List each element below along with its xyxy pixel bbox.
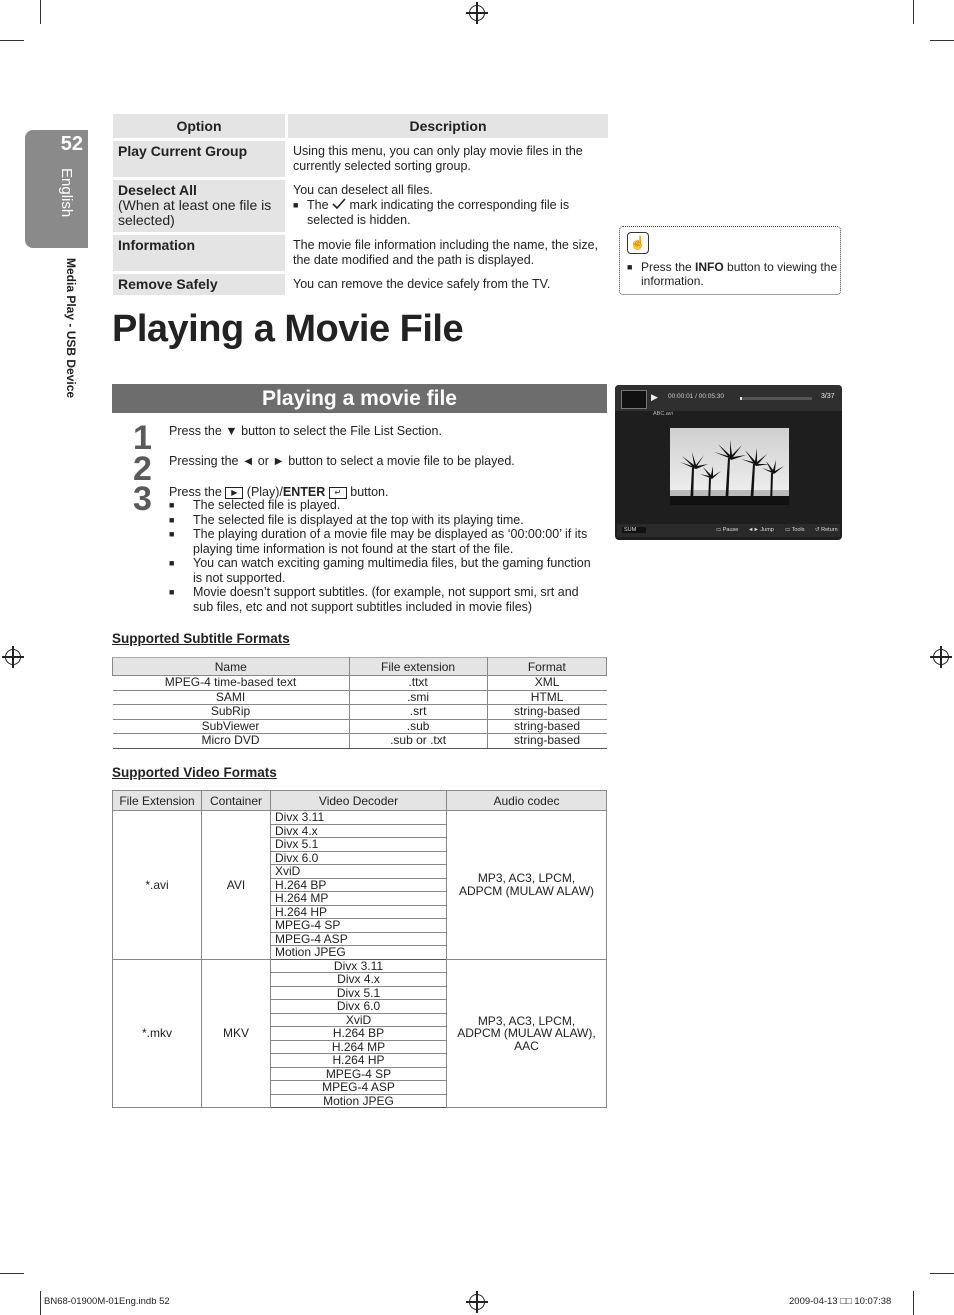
table-cell: string-based: [487, 734, 606, 749]
crop-mark: [930, 40, 954, 41]
table-row: [113, 734, 607, 749]
step-number: 3: [133, 480, 152, 518]
crop-mark: [40, 0, 41, 24]
video-decoder-cell: H.264 MP: [271, 892, 447, 906]
list-item: ■ You can watch exciting gaming multimedia files, but the gaming function is not supported.: [169, 556, 599, 585]
device-logo-icon: [621, 390, 647, 409]
footer-file-info: BN68-01900M-01Eng.indb 52: [44, 1296, 170, 1307]
table-header-row: [113, 658, 607, 676]
video-decoder-cell: H.264 BP: [271, 878, 447, 892]
column-header: Container: [202, 791, 271, 811]
column-header: Option: [113, 114, 287, 140]
hint-label: Jump: [760, 527, 774, 533]
video-decoder-cell: MPEG-4 SP: [271, 919, 447, 933]
note-info-key: INFO: [695, 260, 724, 274]
crop-mark: [913, 0, 914, 24]
step-text-post: button.: [350, 485, 389, 499]
crop-mark: [930, 1273, 954, 1274]
table-cell: SubViewer: [113, 719, 350, 734]
step-text: Press the ▼ button to select the File List Section.: [169, 424, 442, 438]
option-subtitle: (When at least one file is selected): [118, 197, 272, 228]
subtitle-formats-table: [112, 657, 607, 749]
video-decoder-cell: Divx 4.x: [271, 973, 447, 987]
video-decoder-cell: MPEG-4 ASP: [271, 1081, 447, 1095]
container-cell: MKV: [202, 959, 271, 1108]
screen-file-count: 3/37: [821, 393, 835, 400]
video-decoder-cell: MPEG-4 ASP: [271, 932, 447, 946]
video-decoder-cell: Divx 5.1: [271, 986, 447, 1000]
play-icon: ▶: [225, 487, 243, 499]
side-section-label: Media Play - USB Device: [64, 258, 78, 399]
table-row: [113, 690, 607, 705]
option-name: Remove Safely: [113, 273, 287, 297]
palm-tree-thumbnail: [670, 428, 789, 505]
registration-mark-icon: [469, 1294, 485, 1310]
audio-codec-cell: MP3, AC3, LPCM, ADPCM (MULAW ALAW), AAC: [447, 959, 607, 1108]
table-row: [113, 811, 607, 825]
column-header: Format: [487, 658, 606, 676]
video-decoder-cell: Motion JPEG: [271, 1094, 447, 1108]
video-table-body: [113, 811, 607, 1108]
option-description: The movie file information including the name, the size, the date modified and the path is displayed.: [293, 238, 599, 267]
table-row: [113, 676, 607, 691]
table-row: [113, 234, 608, 273]
crop-mark: [0, 40, 24, 41]
file-extension-cell: *.avi: [113, 811, 202, 960]
hint-label: Return: [821, 527, 838, 533]
table-cell: .sub or .txt: [349, 734, 487, 749]
subtitle-formats-heading: Supported Subtitle Formats: [112, 631, 290, 646]
video-decoder-cell: H.264 MP: [271, 1040, 447, 1054]
video-decoder-cell: H.264 HP: [271, 905, 447, 919]
column-header: File extension: [349, 658, 487, 676]
step-text-mid: (Play)/: [246, 485, 283, 499]
column-header: Name: [113, 658, 350, 676]
video-decoder-cell: Divx 4.x: [271, 824, 447, 838]
option-name: [113, 179, 287, 234]
column-header: Video Decoder: [271, 791, 447, 811]
step3-bullet-list: [169, 498, 599, 614]
list-item: ■ The selected file is displayed at the top with its playing time.: [169, 513, 599, 528]
table-cell: SubRip: [113, 705, 350, 720]
table-row: [113, 705, 607, 720]
side-language-label: English: [58, 168, 75, 218]
bullet-icon: ■: [627, 262, 633, 272]
page-number: 52: [60, 133, 83, 155]
footer-timestamp: 2009-04-13 □□ 10:07:38: [789, 1296, 892, 1307]
bullet-icon: ■: [293, 200, 299, 210]
page-title: Playing a Movie File: [112, 308, 464, 350]
table-cell: SAMI: [113, 690, 350, 705]
step-text: [169, 485, 599, 499]
table-row: [113, 959, 607, 973]
table-cell: MPEG-4 time-based text: [113, 676, 350, 691]
video-formats-heading: Supported Video Formats: [112, 765, 277, 780]
registration-mark-icon: [933, 649, 949, 665]
registration-mark-icon: [5, 649, 21, 665]
screen-progress-bar: [740, 397, 812, 400]
step-number: 1: [133, 419, 152, 457]
screen-filename: ABC.avi: [653, 411, 673, 417]
table-row: [113, 179, 608, 234]
container-cell: AVI: [202, 811, 271, 960]
list-item: ■ Movie doesn’t support subtitles. (for example, not support smi, srt and sub files, etc and not support subtitles included in movie files): [169, 585, 599, 614]
table-header-row: [113, 114, 608, 140]
step-text: Pressing the ◄ or ► button to select a movie file to be played.: [169, 454, 515, 468]
column-header: Audio codec: [447, 791, 607, 811]
audio-codec-cell: MP3, AC3, LPCM, ADPCM (MULAW ALAW): [447, 811, 607, 960]
list-item: ■ The playing duration of a movie file may be displayed as ‘00:00:00’ if its playing time information is not found at the start of the file.: [169, 527, 599, 556]
video-decoder-cell: MPEG-4 SP: [271, 1067, 447, 1081]
video-decoder-cell: H.264 BP: [271, 1027, 447, 1041]
progress-fill: [740, 397, 742, 400]
table-cell: .srt: [349, 705, 487, 720]
video-formats-table: [112, 790, 607, 1108]
option-description: Using this menu, you can only play movie files in the currently selected sorting group.: [293, 144, 583, 173]
pause-hint: ▭ Pause: [716, 527, 739, 533]
section-heading: Playing a movie file: [112, 384, 607, 413]
table-cell: .ttxt: [349, 676, 487, 691]
video-decoder-cell: XviD: [271, 865, 447, 879]
column-header: File Extension: [113, 791, 202, 811]
note-text: [627, 260, 846, 288]
table-row: [113, 273, 608, 297]
enter-key: ENTER: [282, 485, 326, 499]
video-decoder-cell: H.264 HP: [271, 1054, 447, 1068]
table-row: [113, 719, 607, 734]
option-name: Information: [113, 234, 287, 273]
video-decoder-cell: Divx 3.11: [271, 811, 447, 825]
hint-label: Pause: [722, 527, 739, 533]
hint-label: Tools: [791, 527, 805, 533]
table-header-row: [113, 791, 607, 811]
checkmark-icon: [332, 198, 346, 209]
table-cell: Micro DVD: [113, 734, 350, 749]
option-name: Play Current Group: [113, 140, 287, 179]
table-cell: .sub: [349, 719, 487, 734]
note-text-pre: Press the: [641, 260, 696, 274]
option-description: [287, 179, 609, 234]
return-hint: ↺ Return: [815, 527, 838, 533]
screen-device-label: SUM: [622, 527, 646, 533]
option-description: You can remove the device safely from the TV.: [293, 277, 551, 291]
bullet-text: The: [307, 198, 329, 212]
option-title: Deselect All: [118, 182, 197, 198]
enter-icon: ↵: [329, 487, 347, 499]
list-item: ■ The selected file is played.: [169, 498, 599, 513]
crop-mark: [913, 1291, 914, 1315]
play-icon: ▶: [651, 392, 658, 402]
video-decoder-cell: Divx 6.0: [271, 851, 447, 865]
column-header: Description: [287, 114, 609, 140]
step-number: 2: [133, 450, 152, 488]
file-extension-cell: *.mkv: [113, 959, 202, 1108]
video-decoder-cell: Divx 5.1: [271, 838, 447, 852]
hand-pointer-icon: ☝: [627, 232, 649, 254]
description-bullet: [293, 198, 603, 228]
description-text: You can deselect all files.: [293, 183, 433, 197]
crop-mark: [40, 1291, 41, 1315]
tools-hint: ▭ Tools: [785, 527, 805, 533]
video-decoder-cell: Motion JPEG: [271, 946, 447, 960]
video-decoder-cell: Divx 6.0: [271, 1000, 447, 1014]
table-cell: HTML: [487, 690, 606, 705]
table-cell: .smi: [349, 690, 487, 705]
table-row: [113, 140, 608, 179]
bullet-text: mark indicating the corresponding file is selected is hidden.: [307, 198, 570, 227]
crop-mark: [0, 1273, 24, 1274]
table-cell: string-based: [487, 719, 606, 734]
table-cell: string-based: [487, 705, 606, 720]
video-decoder-cell: XviD: [271, 1013, 447, 1027]
step-text-pre: Press the: [169, 485, 222, 499]
video-decoder-cell: Divx 3.11: [271, 959, 447, 973]
table-cell: XML: [487, 676, 606, 691]
screen-playing-time: 00:00:01 / 00:05:30: [668, 393, 725, 400]
jump-hint: ◄► Jump: [748, 527, 774, 533]
registration-mark-icon: [469, 5, 485, 21]
note-text-post: button to viewing the information.: [641, 260, 838, 288]
option-table: [113, 114, 608, 298]
